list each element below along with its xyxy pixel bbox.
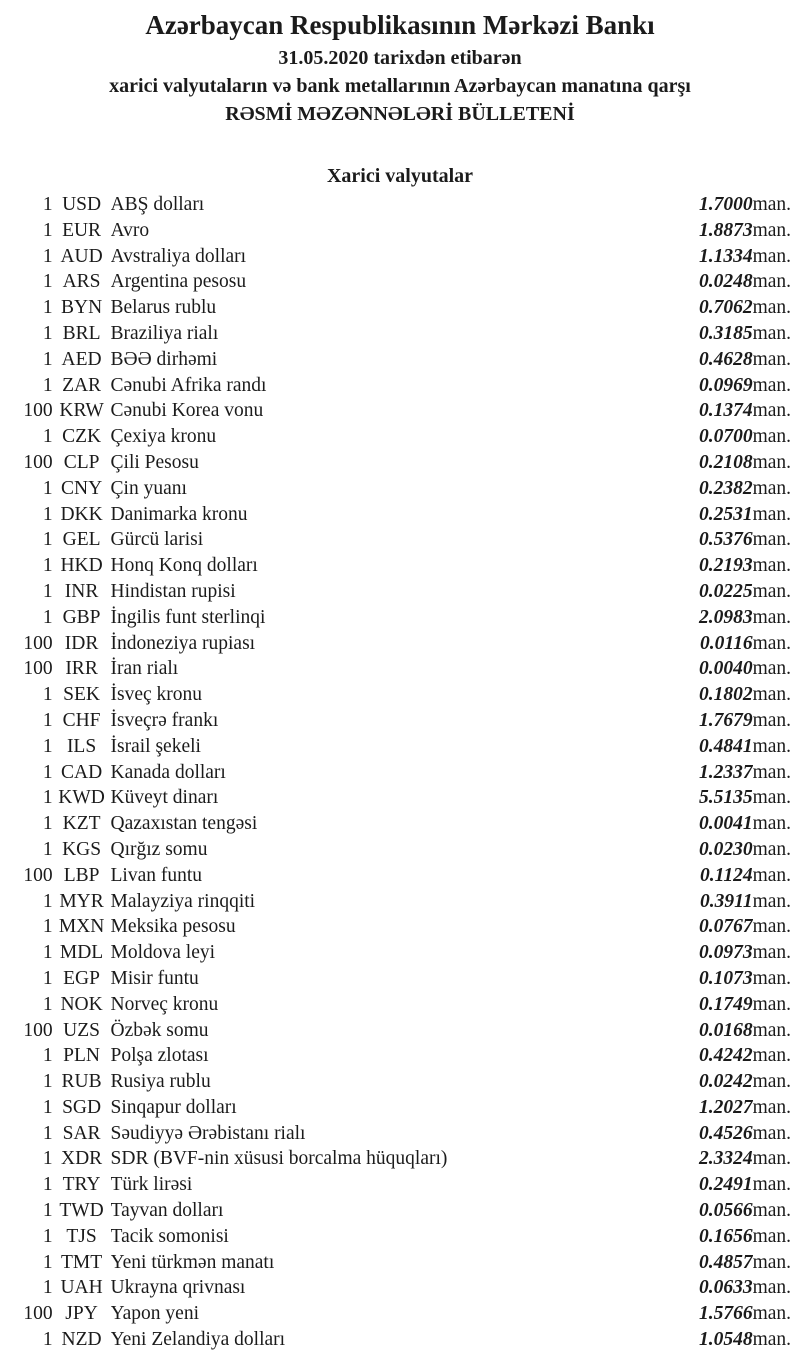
currency-quantity: 1 xyxy=(42,684,53,706)
currency-row xyxy=(0,1018,800,1044)
currency-rate: 0.4628 xyxy=(698,348,753,370)
currency-rate: 0.1656 xyxy=(698,1225,753,1247)
currency-name: Çin yuanı xyxy=(110,477,187,499)
currency-quantity: 1 xyxy=(42,993,53,1015)
currency-rate: 0.1073 xyxy=(698,967,753,989)
currency-quantity: 100 xyxy=(23,864,53,886)
currency-unit: man. xyxy=(752,761,792,783)
currency-name: Meksika pesosu xyxy=(110,916,236,938)
currency-row xyxy=(0,295,800,321)
currency-row xyxy=(0,579,800,605)
currency-quantity: 1 xyxy=(42,942,53,964)
currency-code: KRW xyxy=(59,400,104,422)
currency-rate: 0.2108 xyxy=(698,451,753,473)
currency-row xyxy=(0,553,800,579)
currency-quantity: 1 xyxy=(42,709,53,731)
currency-code: BRL xyxy=(62,322,101,344)
currency-unit: man. xyxy=(752,813,792,835)
currency-quantity: 1 xyxy=(42,967,53,989)
currency-row xyxy=(0,192,800,218)
currency-rate: 0.0040 xyxy=(698,658,753,680)
currency-row xyxy=(0,1198,800,1224)
currency-row xyxy=(0,734,800,760)
currency-code: SGD xyxy=(62,1096,102,1118)
currency-rate: 1.0548 xyxy=(698,1329,753,1351)
currency-code: UAH xyxy=(60,1277,103,1299)
currency-code: SAR xyxy=(62,1122,101,1144)
currency-unit: man. xyxy=(752,735,792,757)
currency-rate: 0.2531 xyxy=(698,503,753,525)
currency-code: TMT xyxy=(60,1251,103,1273)
currency-code: EUR xyxy=(62,219,102,241)
currency-code: ILS xyxy=(66,735,97,757)
currency-row xyxy=(0,502,800,528)
currency-row xyxy=(0,476,800,502)
currency-rate: 0.0242 xyxy=(698,1071,753,1093)
currency-unit: man. xyxy=(752,838,792,860)
currency-quantity: 1 xyxy=(42,271,53,293)
currency-name: Livan funtu xyxy=(110,864,203,886)
currency-row xyxy=(0,760,800,786)
currency-code: KWD xyxy=(58,787,105,809)
currency-unit: man. xyxy=(752,271,792,293)
currency-quantity: 1 xyxy=(42,1200,53,1222)
currency-rate: 5.5135 xyxy=(698,787,753,809)
currency-code: GBP xyxy=(62,606,101,628)
currency-row xyxy=(0,605,800,631)
effective-date-line: 31.05.2020 tarixdən etibarən xyxy=(278,47,522,69)
currency-row xyxy=(0,708,800,734)
currency-name: Gürcü larisi xyxy=(110,529,204,551)
currency-unit: man. xyxy=(752,890,792,912)
currency-quantity: 1 xyxy=(42,477,53,499)
currency-unit: man. xyxy=(752,348,792,370)
currency-rate: 2.3324 xyxy=(698,1148,753,1170)
currency-quantity: 1 xyxy=(42,297,53,319)
currency-code: ARS xyxy=(62,271,101,293)
currency-quantity: 1 xyxy=(42,1096,53,1118)
currency-name: Argentina pesosu xyxy=(110,271,247,293)
currency-quantity: 100 xyxy=(23,400,53,422)
currency-rate: 0.1374 xyxy=(698,400,753,422)
currency-rate: 0.2193 xyxy=(698,555,753,577)
currency-code: EGP xyxy=(63,967,100,989)
currency-quantity: 1 xyxy=(42,735,53,757)
currency-name: Avstraliya dolları xyxy=(110,245,247,267)
currency-quantity: 1 xyxy=(42,1071,53,1093)
currency-code: PLN xyxy=(63,1045,100,1067)
currency-rate: 0.3911 xyxy=(700,890,753,912)
currency-unit: man. xyxy=(752,787,792,809)
currency-rate: 0.2491 xyxy=(698,1174,753,1196)
currency-unit: man. xyxy=(752,245,792,267)
currency-quantity: 1 xyxy=(42,1225,53,1247)
currency-unit: man. xyxy=(752,580,792,602)
currency-unit: man. xyxy=(752,219,792,241)
currency-unit: man. xyxy=(752,1303,792,1325)
currency-code: MXN xyxy=(58,916,105,938)
currency-code: KZT xyxy=(62,813,101,835)
currency-row xyxy=(0,269,800,295)
currency-code: UZS xyxy=(63,1019,100,1041)
currency-code: MYR xyxy=(59,890,104,912)
currency-quantity: 1 xyxy=(42,555,53,577)
currency-name: Braziliya rialı xyxy=(110,322,219,344)
currency-quantity: 1 xyxy=(42,761,53,783)
currency-code: INR xyxy=(64,580,99,602)
currency-name: Hindistan rupisi xyxy=(110,580,236,602)
currency-row xyxy=(0,1146,800,1172)
currency-rate: 0.0225 xyxy=(698,580,753,602)
currency-unit: man. xyxy=(752,864,792,886)
currency-quantity: 1 xyxy=(42,1174,53,1196)
currency-rate: 0.0973 xyxy=(698,942,753,964)
currency-unit: man. xyxy=(752,709,792,731)
currency-name: SDR (BVF-nin xüsusi borcalma hüquqları) xyxy=(110,1148,448,1170)
currency-quantity: 100 xyxy=(23,632,53,654)
currency-name: Sinqapur dolları xyxy=(110,1096,237,1118)
currency-code: IDR xyxy=(64,632,99,654)
currency-rate: 0.5376 xyxy=(698,529,753,551)
currency-unit: man. xyxy=(752,1122,792,1144)
currency-code: TJS xyxy=(66,1225,97,1247)
currency-unit: man. xyxy=(752,1277,792,1299)
currency-unit: man. xyxy=(752,1174,792,1196)
currency-code: CNY xyxy=(60,477,103,499)
currency-unit: man. xyxy=(752,297,792,319)
currency-name: Özbək somu xyxy=(110,1019,209,1041)
currency-quantity: 1 xyxy=(42,1148,53,1170)
currency-code: CAD xyxy=(60,761,103,783)
currency-name: Tayvan dolları xyxy=(110,1200,224,1222)
currency-row xyxy=(0,1043,800,1069)
currency-row xyxy=(0,424,800,450)
currency-unit: man. xyxy=(752,1019,792,1041)
currency-row xyxy=(0,1250,800,1276)
currency-name: Səudiyyə Ərəbistanı rialı xyxy=(110,1122,306,1144)
currency-unit: man. xyxy=(752,1200,792,1222)
currency-row xyxy=(0,1301,800,1327)
currency-quantity: 1 xyxy=(42,1122,53,1144)
currency-unit: man. xyxy=(752,993,792,1015)
currency-quantity: 1 xyxy=(42,1045,53,1067)
currency-name: İsveç kronu xyxy=(110,684,203,706)
currency-rates-table xyxy=(0,192,800,1353)
currency-rate: 0.1802 xyxy=(698,684,753,706)
bulletin-title: RƏSMİ MƏZƏNNƏLƏRİ BÜLLETENİ xyxy=(225,103,575,125)
currency-unit: man. xyxy=(752,555,792,577)
currency-name: Türk lirəsi xyxy=(110,1174,193,1196)
currency-quantity: 100 xyxy=(23,451,53,473)
currency-name: Ukrayna qrivnası xyxy=(110,1277,246,1299)
currency-row xyxy=(0,1121,800,1147)
currency-rate: 0.0969 xyxy=(698,374,753,396)
currency-name: Norveç kronu xyxy=(110,993,219,1015)
currency-name: Honq Konq dolları xyxy=(110,555,258,577)
currency-quantity: 1 xyxy=(42,374,53,396)
currency-unit: man. xyxy=(752,967,792,989)
currency-code: KGS xyxy=(62,838,102,860)
currency-code: MDL xyxy=(59,942,104,964)
currency-code: ZAR xyxy=(62,374,102,396)
currency-unit: man. xyxy=(752,194,792,215)
currency-rate: 0.0041 xyxy=(698,813,753,835)
currency-rate: 1.8873 xyxy=(698,219,753,241)
currency-unit: man. xyxy=(752,1071,792,1093)
currency-rate: 0.4242 xyxy=(698,1045,753,1067)
bank-title: Azərbaycan Respublikasının Mərkəzi Bankı xyxy=(145,10,655,40)
currency-unit: man. xyxy=(752,1251,792,1273)
currency-rate: 1.2337 xyxy=(698,761,753,783)
currency-rate: 0.4857 xyxy=(698,1251,753,1273)
currency-row xyxy=(0,1224,800,1250)
currency-name: Avro xyxy=(110,219,150,241)
currency-row xyxy=(0,631,800,657)
currency-unit: man. xyxy=(752,477,792,499)
currency-row xyxy=(0,218,800,244)
currency-rate: 0.0230 xyxy=(698,838,753,860)
currency-unit: man. xyxy=(752,606,792,628)
currency-name: İran rialı xyxy=(110,658,179,680)
currency-name: Danimarka kronu xyxy=(110,503,248,525)
currency-row xyxy=(0,347,800,373)
currency-unit: man. xyxy=(752,684,792,706)
currency-rate: 0.3185 xyxy=(698,322,753,344)
currency-code: JPY xyxy=(65,1303,98,1325)
currency-row xyxy=(0,450,800,476)
currency-quantity: 1 xyxy=(42,1329,53,1351)
currency-quantity: 1 xyxy=(42,787,53,809)
currency-rate: 2.0983 xyxy=(698,606,753,628)
currency-name: İsrail şekeli xyxy=(110,735,201,757)
currency-rate: 0.4526 xyxy=(698,1122,753,1144)
currency-row xyxy=(0,785,800,811)
currency-rate: 1.2027 xyxy=(698,1096,753,1118)
currency-row xyxy=(0,811,800,837)
currency-quantity: 1 xyxy=(42,322,53,344)
currency-quantity: 1 xyxy=(42,606,53,628)
currency-rate: 0.7062 xyxy=(698,297,753,319)
currency-row xyxy=(0,1327,800,1353)
currency-quantity: 1 xyxy=(42,529,53,551)
currency-rate: 0.1749 xyxy=(698,993,753,1015)
currency-row xyxy=(0,914,800,940)
currency-rate: 0.0168 xyxy=(698,1019,753,1041)
currency-code: LBP xyxy=(63,864,100,886)
currency-name: Kanada dolları xyxy=(110,761,226,783)
currency-unit: man. xyxy=(752,1225,792,1247)
currency-name: İsveçrə frankı xyxy=(110,709,219,731)
currency-unit: man. xyxy=(752,942,792,964)
currency-unit: man. xyxy=(752,451,792,473)
currency-code: BYN xyxy=(60,297,103,319)
currency-quantity: 1 xyxy=(42,813,53,835)
currency-unit: man. xyxy=(752,916,792,938)
currency-code: DKK xyxy=(60,503,103,525)
currency-rate: 1.5766 xyxy=(698,1303,753,1325)
currency-row xyxy=(0,1095,800,1121)
currency-code: TRY xyxy=(62,1174,101,1196)
document-header xyxy=(0,0,800,128)
currency-unit: man. xyxy=(752,426,792,448)
currency-unit: man. xyxy=(752,400,792,422)
currency-name: Küveyt dinarı xyxy=(110,787,219,809)
currency-row xyxy=(0,1172,800,1198)
currency-unit: man. xyxy=(752,658,792,680)
section-title-foreign-currencies: Xarici valyutalar xyxy=(326,165,474,187)
currency-name: Yeni Zelandiya dolları xyxy=(110,1329,286,1351)
currency-name: Malayziya rinqqiti xyxy=(110,890,256,912)
currency-code: CZK xyxy=(62,426,102,448)
currency-name: BƏƏ dirhəmi xyxy=(110,348,218,370)
currency-name: Qırğız somu xyxy=(110,838,208,860)
currency-name: Polşa zlotası xyxy=(110,1045,209,1067)
currency-unit: man. xyxy=(752,1045,792,1067)
currency-unit: man. xyxy=(752,1148,792,1170)
currency-quantity: 1 xyxy=(42,426,53,448)
currency-quantity: 1 xyxy=(42,503,53,525)
currency-code: SEK xyxy=(63,684,100,706)
currency-row xyxy=(0,527,800,553)
currency-unit: man. xyxy=(752,529,792,551)
currency-unit: man. xyxy=(752,632,792,654)
currency-rate: 0.0633 xyxy=(698,1277,753,1299)
currency-quantity: 1 xyxy=(42,194,53,215)
currency-row xyxy=(0,966,800,992)
currency-name: Tacik somonisi xyxy=(110,1225,229,1247)
currency-code: XDR xyxy=(60,1148,103,1170)
currency-row xyxy=(0,837,800,863)
currency-unit: man. xyxy=(752,374,792,396)
currency-row xyxy=(0,321,800,347)
currency-code: HKD xyxy=(60,555,103,577)
currency-row xyxy=(0,656,800,682)
currency-rate: 1.7000 xyxy=(698,194,753,215)
currency-quantity: 1 xyxy=(42,916,53,938)
currency-unit: man. xyxy=(752,503,792,525)
currency-row xyxy=(0,1275,800,1301)
currency-name: Yeni türkmən manatı xyxy=(110,1251,275,1273)
currency-code: NOK xyxy=(60,993,103,1015)
currency-rate: 0.0767 xyxy=(698,916,753,938)
currency-name: Yapon yeni xyxy=(110,1303,199,1325)
currency-quantity: 100 xyxy=(23,1019,53,1041)
currency-unit: man. xyxy=(752,1329,792,1351)
currency-name: Qazaxıstan tengəsi xyxy=(110,813,258,835)
currency-name: Çexiya kronu xyxy=(110,426,217,448)
currency-name: Belarus rublu xyxy=(110,297,217,319)
currency-rate: 1.1334 xyxy=(698,245,753,267)
currency-name: Moldova leyi xyxy=(110,942,216,964)
currency-code: TWD xyxy=(59,1200,104,1222)
currency-code: CLP xyxy=(63,451,100,473)
currency-row xyxy=(0,682,800,708)
currency-name: Çili Pesosu xyxy=(110,451,199,473)
currency-code: GEL xyxy=(62,529,101,551)
currency-row xyxy=(0,889,800,915)
currency-rate: 0.0566 xyxy=(698,1200,753,1222)
currency-code: CHF xyxy=(62,709,101,731)
currency-quantity: 1 xyxy=(42,838,53,860)
currency-rate: 0.0700 xyxy=(698,426,753,448)
currency-quantity: 1 xyxy=(42,1277,53,1299)
currency-code: AED xyxy=(61,348,102,370)
currency-quantity: 1 xyxy=(42,1251,53,1273)
currency-row xyxy=(0,398,800,424)
currency-row xyxy=(0,992,800,1018)
currency-quantity: 1 xyxy=(42,580,53,602)
currency-name: Rusiya rublu xyxy=(110,1071,211,1093)
currency-rate: 0.4841 xyxy=(698,735,753,757)
currency-rate: 0.0116 xyxy=(700,632,753,654)
currency-quantity: 100 xyxy=(23,658,53,680)
currency-code: USD xyxy=(62,194,102,215)
currency-quantity: 1 xyxy=(42,890,53,912)
currency-quantity: 100 xyxy=(23,1303,53,1325)
currency-unit: man. xyxy=(752,1096,792,1118)
currency-unit: man. xyxy=(752,322,792,344)
currency-quantity: 1 xyxy=(42,348,53,370)
currency-quantity: 1 xyxy=(42,219,53,241)
currency-code: AUD xyxy=(60,245,103,267)
currency-rate: 1.7679 xyxy=(698,709,753,731)
subtitle-line: xarici valyutaların və bank metallarının Azərbaycan manatına qarşı xyxy=(109,75,691,97)
currency-rate: 0.0248 xyxy=(698,271,753,293)
currency-name: Misir funtu xyxy=(110,967,199,989)
currency-row xyxy=(0,940,800,966)
currency-name: Cənubi Korea vonu xyxy=(110,400,264,422)
currency-code: IRR xyxy=(65,658,98,680)
currency-name: Cənubi Afrika randı xyxy=(110,374,267,396)
currency-table-body xyxy=(0,192,800,1353)
currency-row xyxy=(0,373,800,399)
currency-rate: 0.1124 xyxy=(700,864,753,886)
currency-name: ABŞ dolları xyxy=(110,194,205,215)
currency-code: RUB xyxy=(61,1071,102,1093)
currency-name: İndoneziya rupiası xyxy=(110,632,256,654)
currency-name: İngilis funt sterlinqi xyxy=(110,606,266,628)
currency-code: NZD xyxy=(61,1329,102,1351)
currency-row xyxy=(0,1069,800,1095)
currency-row xyxy=(0,863,800,889)
currency-rate: 0.2382 xyxy=(698,477,753,499)
currency-row xyxy=(0,244,800,270)
currency-quantity: 1 xyxy=(42,245,53,267)
